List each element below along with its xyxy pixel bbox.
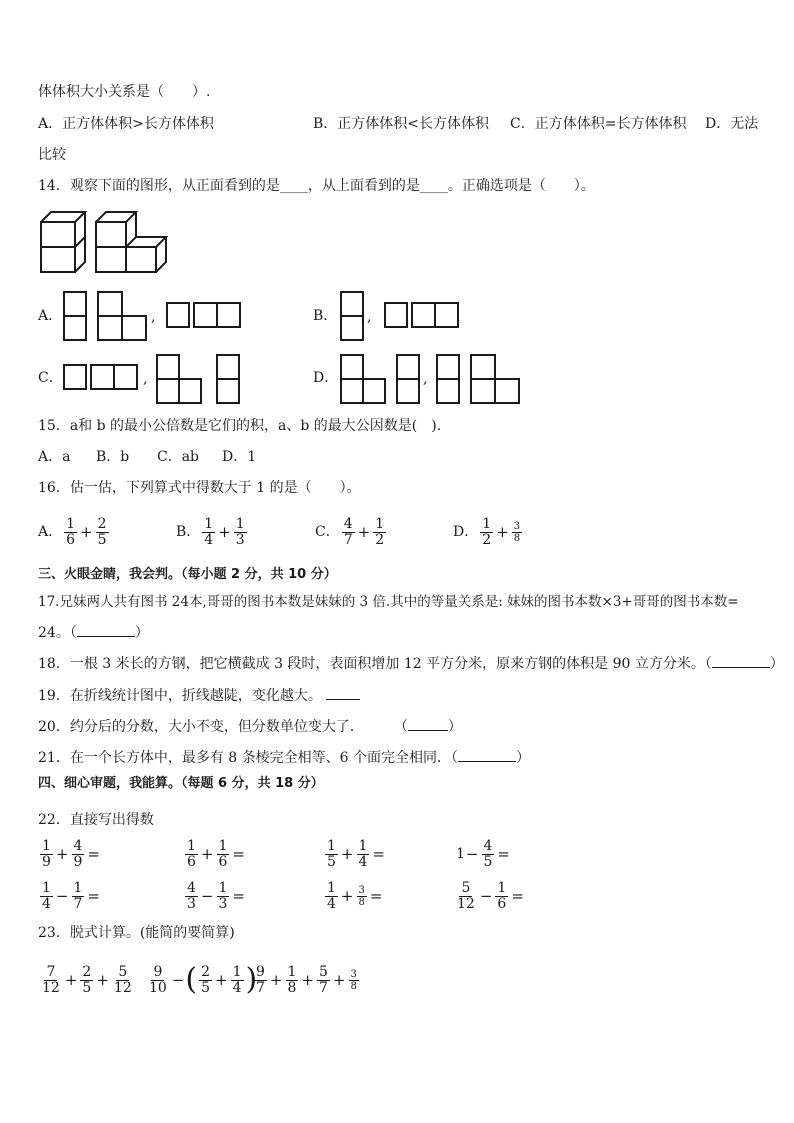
- q16-option-d: D． $\frac{1}{2}$ + $\frac{3}{8}$: [453, 515, 521, 548]
- fraction: $\frac{1}{6}$: [497, 879, 507, 912]
- q14-comma-b: ,: [367, 309, 372, 325]
- q14-comma-c: ,: [143, 371, 148, 387]
- fraction: $\frac{3}{8}$: [358, 884, 365, 908]
- fraction: $\frac{1}{4}$: [327, 879, 336, 912]
- q14-option-c-top-view: [63, 364, 139, 390]
- q13-option-d-wrap: 比较: [38, 147, 66, 163]
- q16-stem: 16．估一估，下列算式中得数大于 1 的是（ ）。: [38, 480, 361, 496]
- q22-expr-8: $\frac{5}{12}$ − $\frac{1}{6}$ =: [457, 879, 524, 912]
- q14-option-c-front-view: [156, 354, 242, 404]
- q13-option-a: A．正方体体积>长方体体积: [38, 116, 214, 132]
- q14-stem: 14．观察下面的图形，从正面看到的是____，从上面看到的是____。正确选项是（ ）。: [38, 178, 595, 194]
- q14-option-a-top-view: [166, 302, 242, 328]
- fraction: $\frac{1}{4}$: [232, 963, 242, 996]
- fraction: $\frac{2}{5}$: [82, 963, 92, 996]
- q16-label-a: A．: [38, 524, 63, 540]
- q13-option-d: D．无法: [705, 116, 759, 132]
- q22-expr-6: $\frac{4}{3}$ − $\frac{1}{3}$ =: [187, 879, 245, 912]
- q14-label-c: C．: [38, 370, 63, 386]
- fraction: $\frac{4}{5}$: [483, 837, 493, 870]
- fraction: $\frac{1}{7}$: [73, 879, 83, 912]
- fraction: $\frac{1}{5}$: [327, 837, 336, 870]
- q22-expr-3: $\frac{1}{5}$ + $\frac{1}{4}$ =: [327, 837, 385, 870]
- q14-label-b: B．: [313, 308, 338, 324]
- fraction: $\frac{1}{4}$: [358, 837, 368, 870]
- q14-comma-a: ,: [151, 309, 156, 325]
- fraction: $\frac{2}{5}$: [201, 963, 211, 996]
- q21-stem: 21．在一个长方体中，最多有 8 条棱完全相等、6 个面完全相同．（ ）: [38, 750, 530, 766]
- fraction: $\frac{4}{7}$: [343, 515, 353, 548]
- answer-blank[interactable]: [712, 667, 770, 668]
- fraction: $\frac{4}{3}$: [187, 879, 196, 912]
- fraction: $\frac{1}{9}$: [42, 837, 51, 870]
- q14-comma-d: ,: [423, 371, 428, 387]
- fraction: $\frac{1}{2}$: [375, 515, 385, 548]
- fraction: $\frac{1}{4}$: [42, 879, 51, 912]
- q22-expr-7: $\frac{1}{4}$ + $\frac{3}{8}$ =: [327, 879, 383, 912]
- answer-blank[interactable]: [77, 636, 135, 637]
- fraction: $\frac{9}{10}$: [149, 963, 167, 996]
- section-4-heading: 四、细心审题，我能算。（每题 6 分，共 18 分）: [38, 776, 324, 791]
- fraction: $\frac{1}{3}$: [218, 879, 228, 912]
- q14-option-d-front-view: [340, 354, 422, 404]
- answer-blank[interactable]: [326, 699, 360, 700]
- fraction: $\frac{1}{6}$: [187, 837, 196, 870]
- q22-expr-5: $\frac{1}{4}$ − $\frac{1}{7}$ =: [42, 879, 100, 912]
- fraction: $\frac{7}{12}$: [42, 963, 60, 996]
- fraction: $\frac{1}{6}$: [218, 837, 228, 870]
- section-3-heading: 三、火眼金睛，我会判。（每小题 2 分，共 10 分）: [38, 567, 337, 582]
- q19-stem: 19．在折线统计图中，折线越陡，变化越大。: [38, 687, 360, 705]
- fraction: $\frac{1}{4}$: [204, 515, 214, 548]
- q23-expr-1: $\frac{7}{12}$ + $\frac{2}{5}$ + $\frac{5}{12}$: [42, 963, 132, 996]
- q23-expr-3: $\frac{9}{7}$ + $\frac{1}{8}$ + $\frac{5}{7}$ + $\frac{3}{8}$: [256, 963, 357, 996]
- q13-option-b: B．正方体体积<长方体体积: [313, 116, 490, 132]
- q22-title: 22．直接写出得数: [38, 812, 154, 828]
- q17-stem: 17.兄妹两人共有图书 24本,哥哥的图书本数是妹妹的 3 倍.其中的等量关系是: 妹妹的图书本数×3+哥哥的图书本数=: [38, 594, 739, 610]
- answer-blank[interactable]: [458, 761, 516, 762]
- q16-option-a: A． $\frac{1}{6}$ + $\frac{2}{5}$: [38, 515, 107, 548]
- q13-stem: 体体积大小关系是（ ）.: [38, 84, 211, 100]
- fraction: $\frac{1}{8}$: [287, 963, 297, 996]
- fraction: $\frac{1}{2}$: [482, 515, 492, 548]
- q15-option-d: D．1: [222, 449, 257, 465]
- q14-option-b-top-view: [384, 302, 460, 328]
- fraction: $\frac{5}{7}$: [319, 963, 328, 996]
- q15-option-a: A．a: [38, 449, 71, 465]
- q15-option-b: B．b: [96, 449, 130, 465]
- fraction: $\frac{9}{7}$: [256, 963, 265, 996]
- q16-label-d: D．: [453, 524, 479, 540]
- q20-stem: 20．约分后的分数，大小不变，但分数单位变大了． （ ）: [38, 719, 462, 735]
- q23-expr-2: $\frac{9}{10}$ − ( $\frac{2}{5}$ + $\frac{1}{4}$ ): [149, 962, 258, 997]
- q16-label-c: C．: [315, 524, 340, 540]
- fraction: $\frac{1}{3}$: [235, 515, 245, 548]
- q14-label-a: A．: [38, 308, 63, 324]
- q15-option-c: C．ab: [157, 449, 200, 465]
- fraction: $\frac{4}{9}$: [73, 837, 83, 870]
- q14-option-b-front-view: [340, 291, 364, 341]
- fraction: $\frac{3}{8}$: [350, 968, 357, 992]
- fraction: $\frac{5}{12}$: [457, 879, 475, 912]
- fraction: $\frac{1}{6}$: [66, 515, 76, 548]
- fraction: $\frac{2}{5}$: [97, 515, 107, 548]
- answer-blank[interactable]: [408, 730, 448, 731]
- q16-label-b: B．: [176, 524, 201, 540]
- q14-label-d: D．: [313, 370, 339, 386]
- q13-option-c: C．正方体体积=长方体体积: [510, 116, 687, 132]
- q15-stem: 15．a和 b 的最小公倍数是它们的积，a、b 的最大公因数是( ).: [38, 418, 442, 434]
- q18-stem: 18．一根 3 米长的方钢，把它横截成 3 段时，表面积增加 12 平方分米，原来方钢的体积是 90 立方分米。（ ）: [38, 656, 784, 672]
- q14-solid-figure: [38, 208, 168, 276]
- q16-option-c: C． $\frac{4}{7}$ + $\frac{1}{2}$: [315, 515, 385, 548]
- fraction: $\frac{5}{12}$: [113, 963, 132, 996]
- q14-option-d-top-view: [436, 354, 522, 404]
- q22-expr-4: 1 − $\frac{4}{5}$ =: [456, 837, 510, 870]
- fraction: $\frac{3}{8}$: [513, 520, 521, 544]
- q14-option-a-front-view: [63, 291, 149, 341]
- q23-title: 23．脱式计算。(能简的要简算): [38, 925, 235, 941]
- q22-expr-1: $\frac{1}{9}$ + $\frac{4}{9}$ =: [42, 837, 100, 870]
- q22-expr-2: $\frac{1}{6}$ + $\frac{1}{6}$ =: [187, 837, 245, 870]
- q16-option-b: B． $\frac{1}{4}$ + $\frac{1}{3}$: [176, 515, 245, 548]
- q17-answer: 24。（ ）: [38, 625, 149, 641]
